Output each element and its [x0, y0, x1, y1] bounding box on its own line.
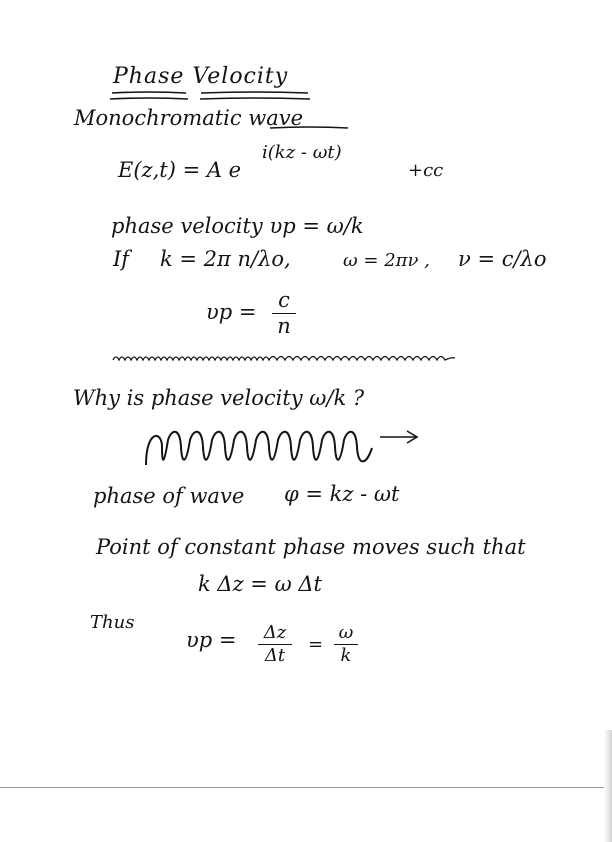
monochromatic-wave-line: Monochromatic wave: [74, 106, 304, 130]
field-equation-lhs: E(z,t) = A e: [118, 158, 242, 182]
field-equation-exponent: i(kz - ωt): [262, 142, 342, 163]
k-definition: k = 2π n/λo,: [160, 247, 291, 271]
separator-squiggle: [113, 357, 455, 361]
title-underline-4: [200, 98, 310, 99]
vp-result-denominator: n: [277, 314, 291, 338]
vp-result-numerator: c: [278, 288, 290, 312]
page-bottom-edge: [0, 787, 612, 788]
vp-result-fraction: [272, 290, 296, 337]
vp-result-lhs: υp =: [206, 300, 257, 324]
vp-final-fraction-2: [334, 624, 358, 665]
omega-definition: ω = 2πν ,: [343, 250, 430, 271]
vp-final-fraction-1: [258, 624, 292, 665]
vp-final-den1: Δt: [264, 645, 286, 666]
vp-final-den2: k: [340, 645, 352, 666]
nu-definition: ν = c/λo: [458, 247, 547, 271]
field-equation-cc: +cc: [408, 160, 444, 181]
question-line: Why is phase velocity ω/k ?: [73, 386, 365, 410]
k-dz-equation: k Δz = ω Δt: [198, 572, 322, 596]
phase-of-wave-label: phase of wave: [93, 484, 245, 508]
title-underline-2: [110, 98, 188, 99]
page-right-shadow: [604, 730, 612, 842]
vp-final-num1: Δz: [263, 622, 287, 643]
title-underline-1: [112, 92, 186, 93]
phase-expression: φ = kz - ωt: [284, 482, 400, 506]
vp-final-lhs: υp =: [186, 628, 237, 652]
if-word: If: [113, 247, 130, 271]
vp-final-equals: =: [308, 634, 324, 655]
title-underline-3: [201, 92, 308, 93]
vp-final-num2: ω: [338, 622, 354, 643]
wave-drawing: [146, 432, 372, 465]
constant-phase-line: Point of constant phase moves such that: [96, 535, 526, 559]
page-title: Phase Velocity: [113, 64, 289, 89]
thus-label: Thus: [90, 612, 135, 633]
phase-velocity-definition: phase velocity υp = ω/k: [111, 214, 364, 238]
